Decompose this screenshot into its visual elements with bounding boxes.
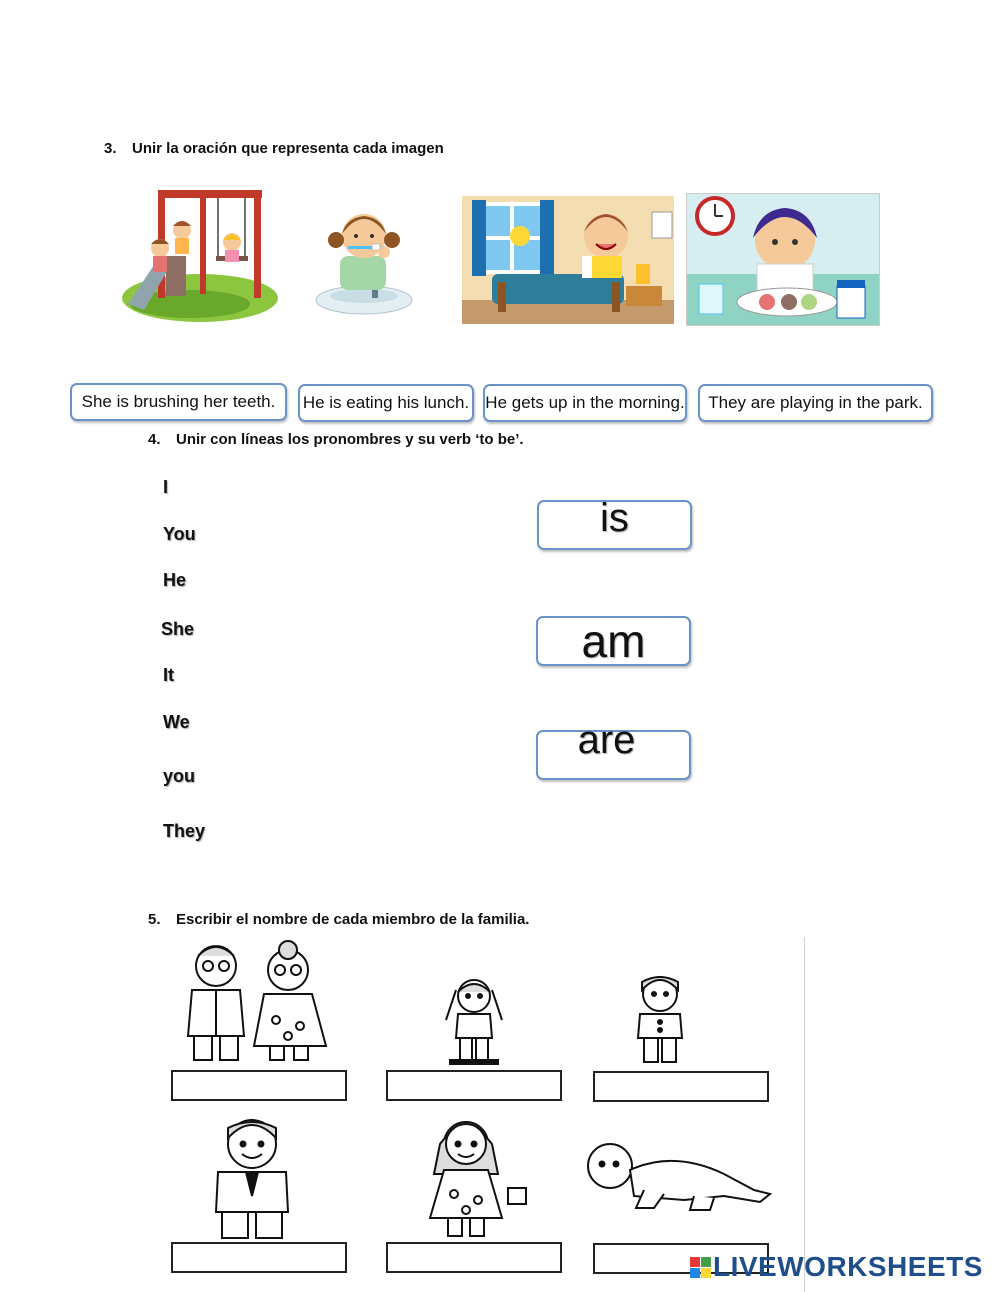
sentence-option-4[interactable]: They are playing in the park. bbox=[698, 384, 933, 422]
section-3-heading bbox=[104, 140, 444, 157]
section-4-instruction: Unir con líneas los pronombres y su verb ‘to be’. bbox=[176, 431, 524, 448]
father-image bbox=[188, 1114, 318, 1242]
pronoun-they[interactable]: They bbox=[163, 821, 206, 841]
section-5-number: 5. bbox=[148, 911, 161, 928]
pronoun-i[interactable]: I bbox=[163, 477, 169, 497]
verb-are: are bbox=[577, 718, 636, 762]
grandparents-image bbox=[164, 940, 344, 1064]
pronoun-you[interactable]: You bbox=[163, 524, 196, 544]
section-5-instruction: Escribir el nombre de cada miembro de la familia. bbox=[176, 911, 530, 928]
logo-mark-icon bbox=[690, 1257, 711, 1278]
verb-box-are[interactable] bbox=[536, 718, 691, 780]
verb-box-is[interactable] bbox=[537, 496, 692, 550]
boy-waking-up-image bbox=[462, 196, 674, 324]
logo-text: LIVEWORKSHEETS bbox=[713, 1251, 983, 1282]
verb-am: am bbox=[581, 615, 646, 667]
verb-is: is bbox=[600, 496, 629, 540]
page-divider-line bbox=[804, 937, 805, 1292]
boy-eating-lunch-image bbox=[686, 193, 880, 326]
pronoun-we[interactable]: We bbox=[163, 712, 190, 732]
children-playing-in-park-image bbox=[120, 186, 280, 324]
answer-field-father[interactable] bbox=[171, 1242, 347, 1273]
girl-brushing-teeth-image bbox=[312, 200, 417, 320]
sentence-option-1[interactable]: She is brushing her teeth. bbox=[70, 383, 287, 421]
answer-field-sister[interactable] bbox=[386, 1070, 562, 1101]
mother-image bbox=[408, 1114, 538, 1240]
pronoun-it[interactable]: It bbox=[163, 665, 174, 685]
sentence-option-2[interactable]: He is eating his lunch. bbox=[298, 384, 474, 422]
sentence-option-3[interactable]: He gets up in the morning. bbox=[483, 384, 687, 422]
answer-field-grandparents[interactable] bbox=[171, 1070, 347, 1101]
sister-image bbox=[428, 976, 520, 1066]
pronoun-you-plural[interactable]: you bbox=[163, 766, 196, 786]
answer-field-brother[interactable] bbox=[593, 1071, 769, 1102]
section-3-instruction: Unir la oración que representa cada imagen bbox=[132, 140, 444, 157]
pronoun-she[interactable]: She bbox=[161, 619, 195, 639]
pronoun-he[interactable]: He bbox=[163, 570, 187, 590]
section-4-number: 4. bbox=[148, 431, 161, 448]
baby-image bbox=[574, 1140, 784, 1214]
verb-box-am[interactable] bbox=[536, 616, 691, 666]
section-5-heading bbox=[148, 911, 529, 928]
brother-image bbox=[616, 972, 706, 1068]
section-3-number: 3. bbox=[104, 140, 117, 157]
section-4-heading bbox=[148, 431, 524, 448]
liveworksheets-logo bbox=[690, 1250, 983, 1284]
answer-field-mother[interactable] bbox=[386, 1242, 562, 1273]
